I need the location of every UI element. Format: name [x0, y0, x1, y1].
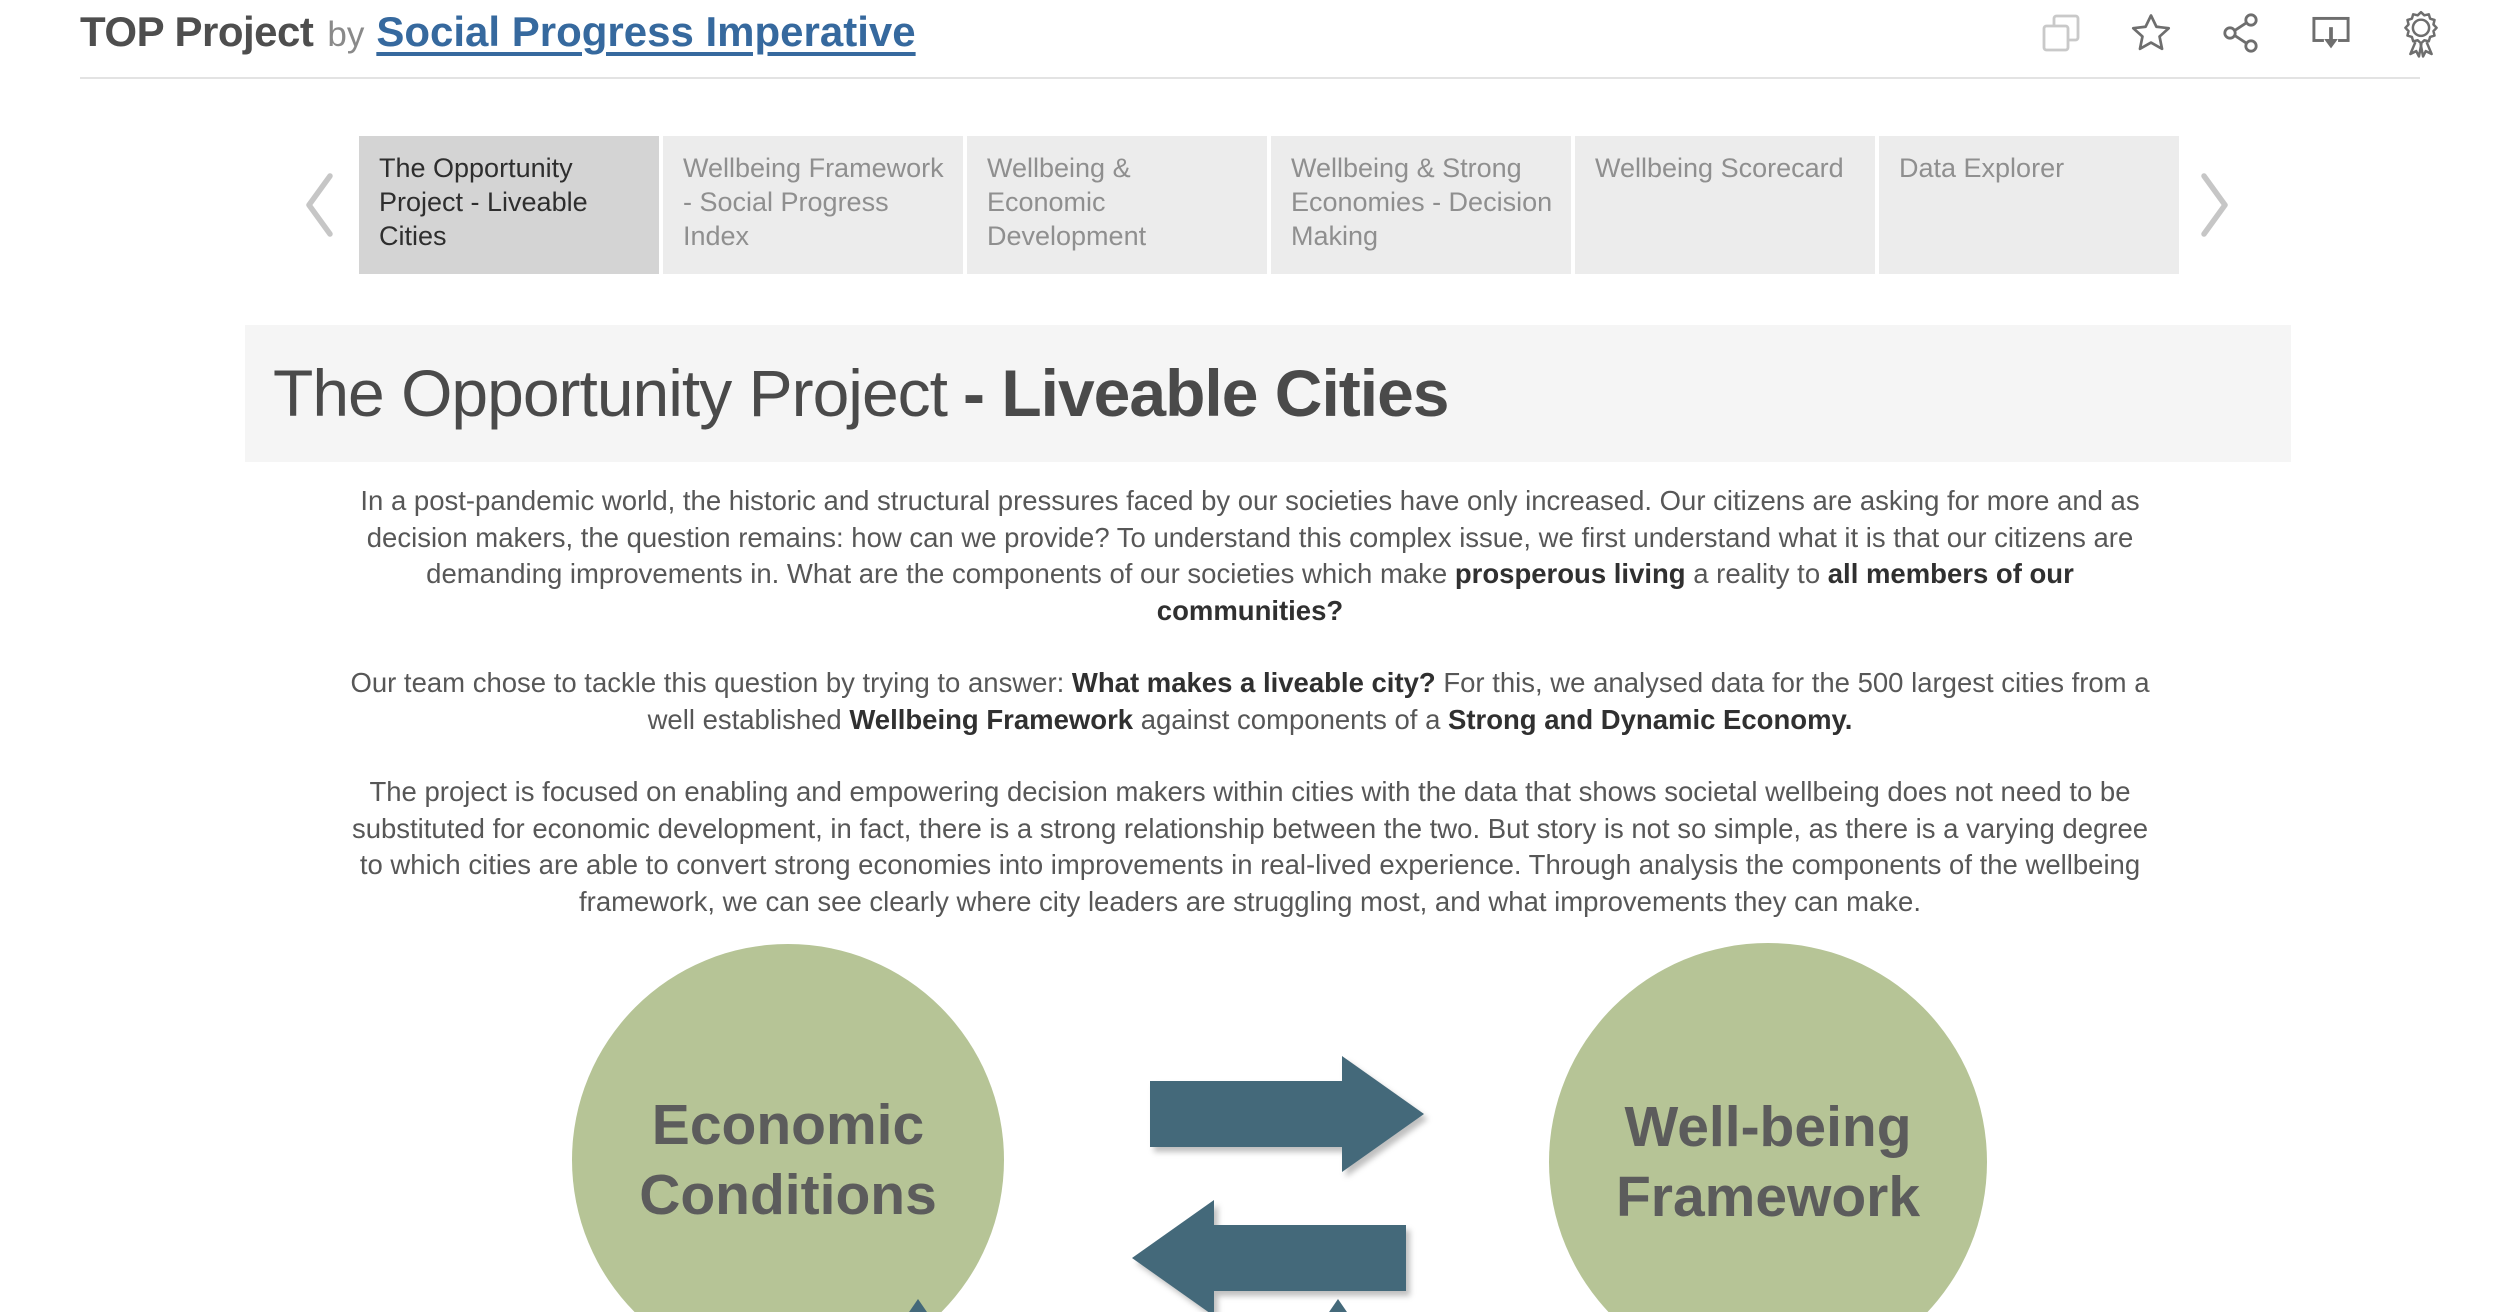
intro-paragraph-3: The project is focused on enabling and empowering decision makers within cities with the data that shows societal wellbeing does not need to be substituted for economic development, in fact, there is a strong relationship between the two. But story is not so simple, as there is a varying degree to which cities are able to convert strong economies into improvements in real-lived experience. Through analysis the components of the wellbeing framework, we can see clearly where city leaders are struggling most, and what improvements they can make. — [351, 776, 2149, 917]
sheet-tab-bar — [359, 136, 2179, 274]
download-button[interactable] — [2306, 6, 2356, 60]
viz-title — [273, 325, 1449, 462]
intro-text-block — [345, 483, 2155, 956]
toolbar — [2036, 6, 2446, 60]
bottom-arrow-tip-right — [1327, 1299, 1349, 1312]
viz-title-regular: The Opportunity Project — [273, 356, 947, 430]
wellbeing-framework-circle — [1549, 943, 1987, 1312]
download-icon — [2306, 8, 2356, 58]
tab-wellbeing-scorecard[interactable]: Wellbeing Scorecard — [1575, 136, 1875, 274]
viz-title-band — [245, 325, 2291, 462]
intro-paragraph-1: In a post-pandemic world, the historic and structural pressures faced by our societies have only increased. Our citizens are asking for more and as decision makers, the question remains: how can we provide? To understand this complex issue, we first understand what it is that our citizens are demanding improvements in. What are the components of our societies which make prosperous living a reality to all members of our communities? — [360, 485, 2140, 626]
economic-conditions-label-line2: Conditions — [639, 1163, 937, 1227]
share-icon — [2217, 9, 2265, 57]
favorite-button[interactable] — [2126, 6, 2176, 60]
tab-wellbeing-economic-development[interactable]: Wellbeing & Economic Development — [967, 136, 1267, 274]
header — [80, 8, 916, 56]
scroll-tabs-left-button[interactable] — [300, 170, 340, 240]
header-divider — [80, 77, 2420, 79]
tab-the-opportunity-project-liveable-cities[interactable]: The Opportunity Project - Liveable Cities — [359, 136, 659, 274]
favorite-star-icon — [2126, 8, 2176, 58]
scroll-tabs-right-button[interactable] — [2194, 170, 2234, 240]
author-link[interactable]: Social Progress Imperative — [376, 8, 916, 55]
copy-icon — [2037, 9, 2085, 57]
tab-data-explorer[interactable]: Data Explorer — [1879, 136, 2179, 274]
award-button[interactable] — [2396, 6, 2446, 60]
byline: by — [327, 15, 365, 54]
economic-conditions-circle — [572, 944, 1004, 1312]
award-icon — [2396, 7, 2446, 59]
intro-paragraph-2: Our team chose to tackle this question by trying to answer: What makes a liveable city? For this, we analysed data for the 500 largest cities from a well established Wellbeing Framework against components of a Strong and Dynamic Economy. — [350, 667, 2150, 735]
bottom-arrow-tip-left — [907, 1299, 929, 1312]
chevron-left-icon — [300, 170, 340, 240]
chevron-right-icon — [2194, 170, 2234, 240]
arrow-right-icon — [1150, 1056, 1424, 1172]
tab-wellbeing-framework-social-progress-index[interactable]: Wellbeing Framework - Social Progress Index — [663, 136, 963, 274]
wellbeing-framework-label-line2: Framework — [1615, 1165, 1921, 1229]
workbook-title: TOP Project — [80, 8, 314, 55]
share-button[interactable] — [2216, 6, 2266, 60]
copy-button — [2036, 6, 2086, 60]
economic-conditions-label-line1: Economic — [651, 1093, 925, 1157]
wellbeing-framework-label-line1: Well-being — [1624, 1095, 1912, 1159]
viz-title-bold: - Liveable Cities — [963, 356, 1449, 430]
arrow-left-icon — [1132, 1200, 1406, 1312]
tab-wellbeing-strong-economies-decision-making[interactable]: Wellbeing & Strong Economies - Decision Making — [1271, 136, 1571, 274]
